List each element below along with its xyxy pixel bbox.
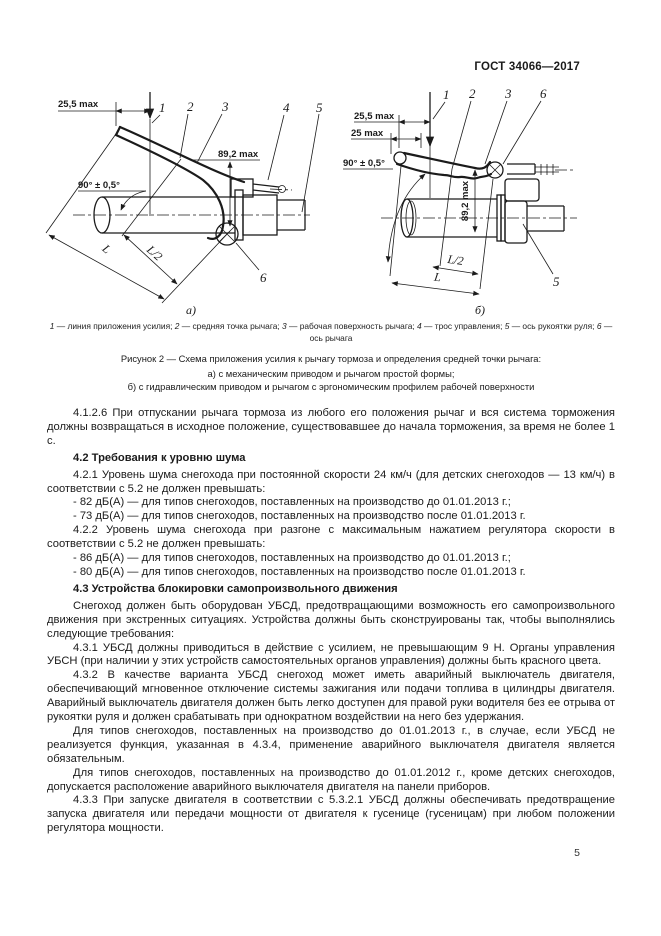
- legend-num: 3: [282, 321, 287, 331]
- heading-4-2: 4.2 Требования к уровню шума: [73, 451, 246, 464]
- paragraph-4-1-2-6: 4.1.2.6 При отпускании рычага тормоза из любого его положения рычаг и вся система торможения должны возвращаться в исходное положение, существовавшее до начала торможения, за время не более 1 с.: [47, 407, 615, 447]
- diagram-a: [38, 86, 333, 318]
- dim-L2-label-a: L/2: [143, 242, 166, 264]
- legend-text: — трос управления;: [421, 321, 505, 331]
- dim-25-5-label-a: 25,5 max: [58, 99, 99, 110]
- dim-89-2-label-b: 89,2 max: [460, 180, 471, 222]
- paragraph-4-2-2: 4.2.2 Уровень шума снегохода при разгоне с максимальным нажатием регулятора скорости в соответствии с 5.2 не должен превышать:: [47, 524, 615, 551]
- brake-lever-a: [116, 127, 244, 239]
- callout-6-a: 6: [260, 270, 267, 285]
- paragraph-4-2-1: 4.2.1 Уровень шума снегохода при постоянной скорости 24 км/ч (для детских снегоходов — 13 км/ч) в соответствии с 5.2 не должен превышать:: [47, 468, 615, 495]
- figure-caption-sub-b: б) с гидравлическим приводом и рычагом с эргономическим профилем рабочей поверхности: [127, 381, 535, 392]
- heading-4-3: 4.3 Устройства блокировки самопроизвольного движения: [73, 582, 398, 595]
- angle-label-b: 90° ± 0,5°: [343, 158, 385, 169]
- lever-axis-b: [487, 162, 503, 178]
- callouts-a: [152, 99, 323, 285]
- paragraph-4-3-2-note-2012: Для типов снегоходов, поставленных на производство до 01.01.2012 г., кроме детских снегоходов, допускается расположение аварийного выключателя двигателя на панели приборов.: [47, 766, 615, 793]
- paragraph-4-3-intro: Снегоход должен быть оборудован УБСД, предотвращающими возможность его самопроизвольного движения при экстренных ситуациях. Устройства должны быть сконструированы так, чтобы выполнялись следующие требования:: [47, 599, 615, 640]
- dim-L-label-a: L: [99, 241, 114, 257]
- handlebar-grip-a: [73, 190, 310, 240]
- legend-text: — ось рычага: [309, 321, 613, 343]
- callout-2-b: 2: [469, 86, 476, 101]
- legend-num: 5: [504, 321, 510, 331]
- list-item-86db: - 86 дБ(А) — для типов снегоходов, поставленных на производство до 01.01.2013 г.;: [73, 552, 511, 565]
- angle-label-a: 90° ± 0,5°: [78, 180, 120, 191]
- dimension-89-2-a: [190, 149, 260, 226]
- subfigure-label-a: а): [186, 303, 196, 317]
- length-construction-b: [390, 166, 493, 294]
- subfigure-label-b: б): [475, 303, 486, 317]
- legend-num: 1: [49, 321, 55, 331]
- brake-lever-b: [394, 152, 491, 179]
- callout-5-b: 5: [553, 274, 560, 289]
- angle-90-a: [78, 180, 146, 210]
- legend-text: — линия приложения усилия;: [54, 321, 175, 331]
- legend-num: 2: [174, 321, 180, 331]
- legend-text: — средняя точка рычага;: [179, 321, 283, 331]
- paragraph-4-3-1: 4.3.1 УБСД должны приводиться в действие с усилием, не превышающим 9 Н. Органы управления УБСН (при наличии у этих устройств самостоятельных органов управления) должны быть красного цвета.: [47, 641, 615, 668]
- length-construction-a: [46, 131, 230, 303]
- callout-2-a: 2: [187, 99, 194, 114]
- figure-legend: [47, 321, 615, 344]
- document-body: [47, 407, 615, 836]
- dimension-25-b: [351, 128, 421, 154]
- callout-3-a: 3: [222, 99, 229, 114]
- dim-25-5-label-b: 25,5 max: [354, 111, 395, 122]
- figure-caption-sub-a: а) с механическим приводом и рычагом простой формы;: [207, 367, 455, 379]
- dim-25-label-b: 25 max: [351, 128, 384, 139]
- legend-num: 4: [417, 321, 422, 331]
- paragraph-4-3-3: 4.3.3 При запуске двигателя в соответствии с 5.3.2.1 УБСД должны обеспечивать предотвращение запуска двигателя или передачи мощности от двигателя к гусенице (гусеницам) при любом положении регулятора мощности.: [47, 794, 615, 835]
- legend-num: 6: [596, 321, 602, 331]
- callout-4-a: 4: [283, 100, 290, 115]
- list-item-73db: - 73 дБ(А) — для типов снегоходов, поставленных на производство после 01.01.2013 г.: [73, 510, 526, 523]
- legend-text: — рабочая поверхность рычага;: [286, 321, 418, 331]
- diagram-b: [337, 86, 623, 318]
- master-cylinder-b: [505, 164, 573, 243]
- figure-caption-title: Рисунок 2 — Схема приложения усилия к рычагу тормоза и определения средней точки рычага:: [120, 353, 542, 364]
- callout-5-a: 5: [316, 100, 323, 115]
- callout-3-b: 3: [505, 86, 512, 101]
- dim-89-2-label-a: 89,2 max: [218, 149, 259, 160]
- figure-caption: [47, 352, 615, 394]
- paragraph-4-3-2: 4.3.2 В качестве варианта УБСД снегоход может иметь аварийный выключатель двигателя, обеспечивающий мгновенное отключение системы зажигания или подачи топлива в цилиндры двигателя. Аварийный выключатель двигателя должен быть легко доступен для правой руки водителя без ее отрыва от рукоятки руля и должен срабатывать при однократном воздействии на него без удержания.: [47, 669, 615, 724]
- page-title: ГОСТ 34066—2017: [474, 61, 580, 73]
- handlebar-grip-b: [381, 195, 577, 241]
- list-item-82db: - 82 дБ(А) — для типов снегоходов, поставленных на производство до 01.01.2013 г.;: [73, 496, 511, 509]
- page-number: 5: [574, 847, 580, 859]
- dimension-25-5-a: [58, 99, 150, 126]
- paragraph-4-3-2-note-2013: Для типов снегоходов, поставленных на производство до 01.01.2013 г., в случае, если УБСД не реализуется функция, указанная в 4.3.4, применение аварийного выключателя двигателя является обязательным.: [47, 724, 615, 765]
- callout-1-a: 1: [159, 100, 166, 115]
- callout-6-b: 6: [540, 86, 547, 101]
- legend-text: — ось рукоятки руля;: [509, 321, 597, 331]
- dim-L2-label-b: L/2: [446, 251, 465, 269]
- list-item-80db: - 80 дБ(А) — для типов снегоходов, поставленных на производство после 01.01.2013 г.: [73, 565, 526, 578]
- callout-1-b: 1: [443, 87, 450, 102]
- dim-L-label-b: L: [433, 269, 442, 285]
- figure-2: [38, 86, 623, 318]
